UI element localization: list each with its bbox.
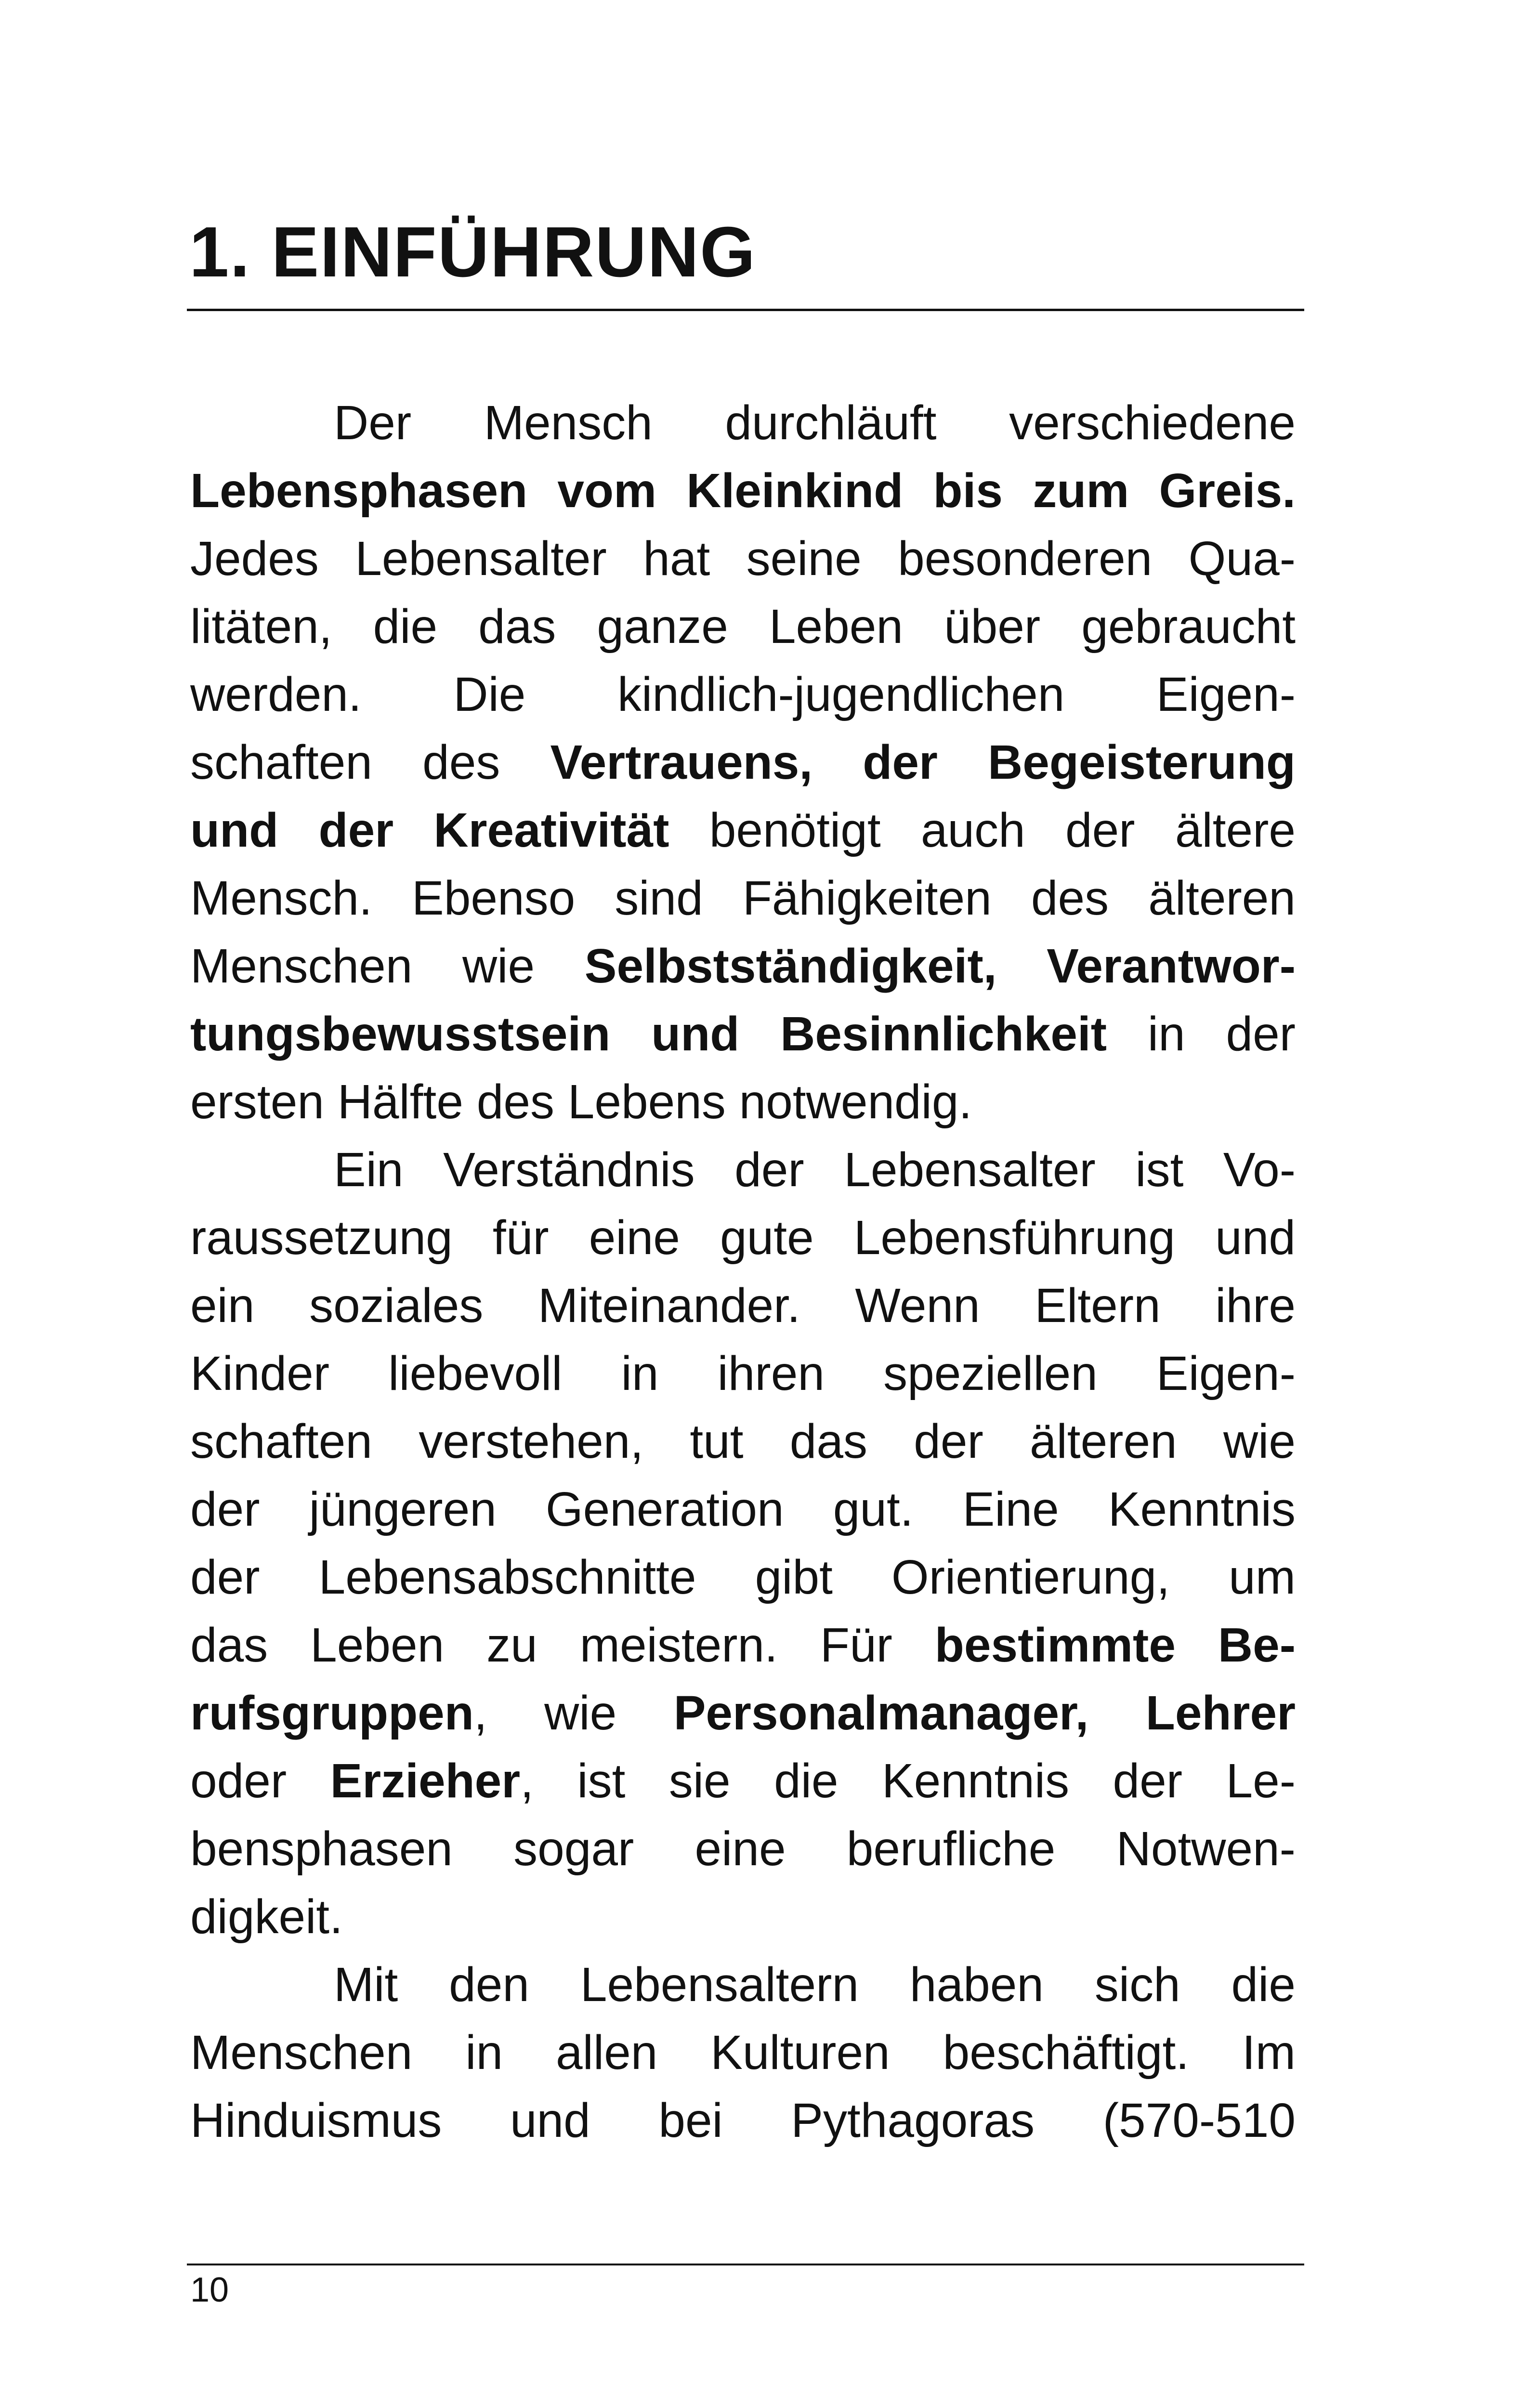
bold-text: tungsbewusstsein und Besinnlichkeit	[190, 1007, 1107, 1061]
bold-text: rufsgruppen	[190, 1686, 474, 1740]
text-line	[190, 1815, 1296, 1883]
text-span: Menschen in allen Kulturen beschäftigt. Im	[190, 2026, 1296, 2080]
text-line	[190, 1068, 1296, 1136]
text-line	[190, 661, 1296, 729]
text-span: Jedes Lebensalter hat seine besonderen Qua-	[190, 532, 1296, 586]
text-span: Menschen wie	[190, 939, 585, 993]
text-span: Ein Verständnis der Lebensalter ist Vo-	[334, 1143, 1296, 1197]
text-line	[190, 932, 1296, 1000]
bold-text: Lebensphasen vom Kleinkind bis zum Greis.	[190, 464, 1296, 518]
text-line	[190, 1204, 1296, 1272]
text-line	[190, 1883, 1296, 1951]
text-span: werden. Die kindlich-jugendlichen Eigen-	[190, 667, 1296, 721]
text-line	[190, 1544, 1296, 1611]
footer-rule	[187, 2264, 1304, 2265]
text-span: Mit den Lebensaltern haben sich die	[334, 1958, 1296, 2012]
text-line	[190, 389, 1296, 457]
text-span: , wie	[473, 1686, 674, 1740]
text-line	[190, 1272, 1296, 1340]
text-span: der jüngeren Generation gut. Eine Kenntnis	[190, 1482, 1296, 1536]
text-span: , ist sie die Kenntnis der Le-	[520, 1754, 1296, 1808]
text-span: Kinder liebevoll in ihren speziellen Eigen-	[190, 1347, 1296, 1400]
text-line	[190, 864, 1296, 932]
bold-text: bestimmte Be-	[934, 1618, 1296, 1672]
text-line	[190, 1340, 1296, 1408]
text-line	[190, 1747, 1296, 1815]
text-line	[190, 2087, 1296, 2155]
text-line	[190, 1408, 1296, 1476]
bold-text: Vertrauens, der Begeisterung	[550, 735, 1296, 789]
text-line	[190, 1000, 1296, 1068]
text-span: ein soziales Miteinander. Wenn Eltern ihre	[190, 1279, 1296, 1333]
bold-text: Selbstständigkeit, Verantwor-	[584, 939, 1296, 993]
chapter-title: 1. EINFÜHRUNG	[189, 212, 757, 292]
bold-text: Personalmanager, Lehrer	[673, 1686, 1296, 1740]
page-number: 10	[190, 2271, 229, 2309]
text-span: schaften des	[190, 735, 550, 789]
title-rule	[187, 309, 1304, 311]
text-line	[190, 1611, 1296, 1679]
paragraph	[190, 1951, 1296, 2155]
bold-text: und der Kreativität	[190, 803, 669, 857]
text-span: der Lebensabschnitte gibt Orientierung, um	[190, 1550, 1296, 1604]
bold-text: Erzieher	[330, 1754, 521, 1808]
text-span: ersten Hälfte des Lebens notwendig.	[190, 1075, 972, 1129]
text-span: oder	[190, 1754, 330, 1808]
text-line	[190, 729, 1296, 797]
text-span: raussetzung für eine gute Lebensführung und	[190, 1211, 1296, 1265]
text-span: digkeit.	[190, 1890, 343, 1944]
text-line	[190, 457, 1296, 525]
text-line	[190, 1951, 1296, 2019]
text-span: litäten, die das ganze Leben über gebraucht	[190, 600, 1296, 654]
text-line	[190, 1476, 1296, 1544]
text-line	[190, 525, 1296, 593]
text-span: in der	[1107, 1007, 1296, 1061]
text-span: bensphasen sogar eine berufliche Notwen-	[190, 1822, 1296, 1876]
text-line	[190, 1679, 1296, 1747]
text-span: Der Mensch durchläuft verschiedene	[334, 396, 1296, 450]
text-span: das Leben zu meistern. Für	[190, 1618, 935, 1672]
text-span: schaften verstehen, tut das der älteren wie	[190, 1414, 1296, 1468]
text-span: Hinduismus und bei Pythagoras (570-510	[190, 2094, 1296, 2147]
body-text	[190, 389, 1296, 2155]
text-span: Mensch. Ebenso sind Fähigkeiten des älteren	[190, 871, 1296, 925]
paragraph	[190, 1136, 1296, 1951]
text-line	[190, 1136, 1296, 1204]
text-line	[190, 593, 1296, 661]
text-line	[190, 2019, 1296, 2087]
paragraph	[190, 389, 1296, 1136]
text-span: benötigt auch der ältere	[669, 803, 1296, 857]
text-line	[190, 797, 1296, 864]
